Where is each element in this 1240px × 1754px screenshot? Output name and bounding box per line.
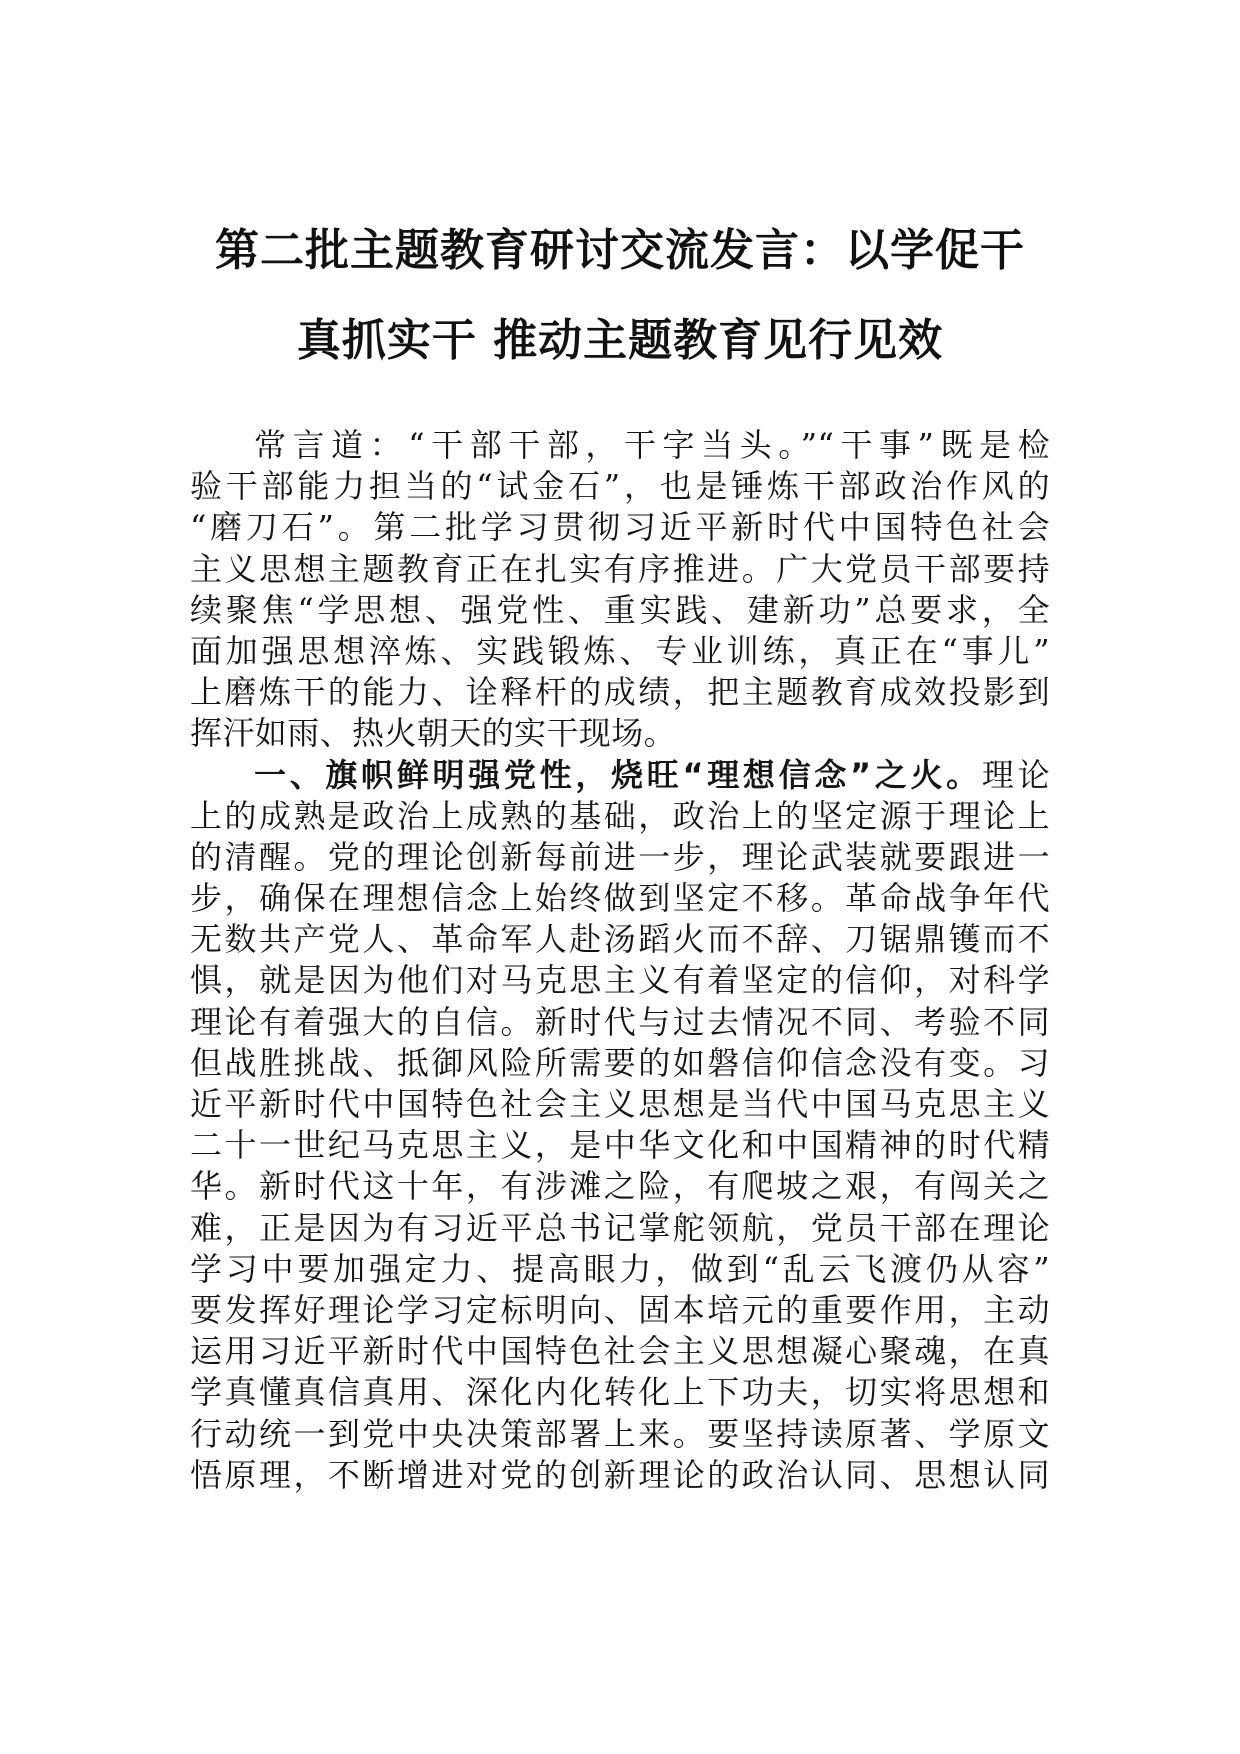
title-line-2: 真抓实干 推动主题教育见行见效 xyxy=(296,315,944,366)
section-1-line: 要发挥好理论学习定标明向、固本培元的重要作用，主动 xyxy=(190,1290,1050,1329)
section-1-line: 近平新时代中国特色社会主义思想是当代中国马克思主义 xyxy=(190,1085,1050,1123)
paragraph-1-line: “磨刀石”。第二批学习贯彻习近平新时代中国特色社会 xyxy=(190,508,1050,547)
paragraph-1-line: 主义思想主题教育正在扎实有序推进。广大党员干部要持 xyxy=(190,549,1050,588)
section-1-line: 运用习近平新时代中国特色社会主义思想凝心聚魂，在真 xyxy=(190,1332,1050,1371)
section-1-line: 华。新时代这十年，有涉滩之险，有爬坡之艰，有闯关之 xyxy=(190,1167,1050,1206)
paragraph-1-line: 常言道：“干部干部，干字当头。”“干事”既是检 xyxy=(254,426,1050,464)
section-1-heading: 一、旗帜鲜明强党性，烧旺“理想信念”之火。 xyxy=(254,755,982,794)
section-1-line: 的清醒。党的理论创新每前进一步，理论武装就要跟进一 xyxy=(190,837,1050,876)
section-1-line: 无数共产党人、革命军人赴汤蹈火而不辞、刀锯鼎镬而不 xyxy=(190,920,1050,959)
paragraph-1-line: 验干部能力担当的“试金石”，也是锤炼干部政治作风的 xyxy=(190,467,1050,506)
section-1-line: 悟原理，不断增进对党的创新理论的政治认同、思想认同 xyxy=(190,1455,1050,1494)
section-1-line: 步，确保在理想信念上始终做到坚定不移。革命战争年代 xyxy=(190,879,1050,918)
paragraph-1-line: 面加强思想淬炼、实践锻炼、专业训练，真正在“事儿” xyxy=(190,631,1050,670)
section-1-first-line xyxy=(190,755,1050,796)
section-1-first-line-rest: 理论 xyxy=(981,755,1050,794)
page-title xyxy=(150,206,1090,386)
section-1-line: 但战胜挑战、抵御风险所需要的如磐信仰信念没有变。习 xyxy=(190,1043,1050,1082)
paragraph-1-line: 挥汗如雨、热火朝天的实干现场。 xyxy=(190,714,677,753)
section-1-line: 上的成熟是政治上成熟的基础，政治上的坚定源于理论上 xyxy=(190,796,1050,835)
title-line-1: 第二批主题教育研讨交流发言：以学促干 xyxy=(215,225,1025,276)
section-1-line: 行动统一到党中央决策部署上来。要坚持读原著、学原文 xyxy=(190,1414,1050,1453)
section-1-line: 学真懂真信真用、深化内化转化上下功夫，切实将思想和 xyxy=(190,1373,1050,1412)
body-text xyxy=(190,425,1050,1496)
section-1-line: 理论有着强大的自信。新时代与过去情况不同、考验不同 xyxy=(190,1002,1050,1041)
paragraph-1-line: 上磨炼干的能力、诠释杆的成绩，把主题教育成效投影到 xyxy=(190,673,1050,712)
section-1-line: 二十一世纪马克思主义，是中华文化和中国精神的时代精 xyxy=(190,1126,1050,1165)
paragraph-1-line: 续聚焦“学思想、强党性、重实践、建新功”总要求，全 xyxy=(190,590,1050,629)
section-1-line: 学习中要加强定力、提高眼力，做到“乱云飞渡仍从容” xyxy=(190,1249,1050,1288)
section-1-line: 惧，就是因为他们对马克思主义有着坚定的信仰，对科学 xyxy=(190,961,1050,1000)
section-1-line: 难，正是因为有习近平总书记掌舵领航，党员干部在理论 xyxy=(190,1208,1050,1247)
